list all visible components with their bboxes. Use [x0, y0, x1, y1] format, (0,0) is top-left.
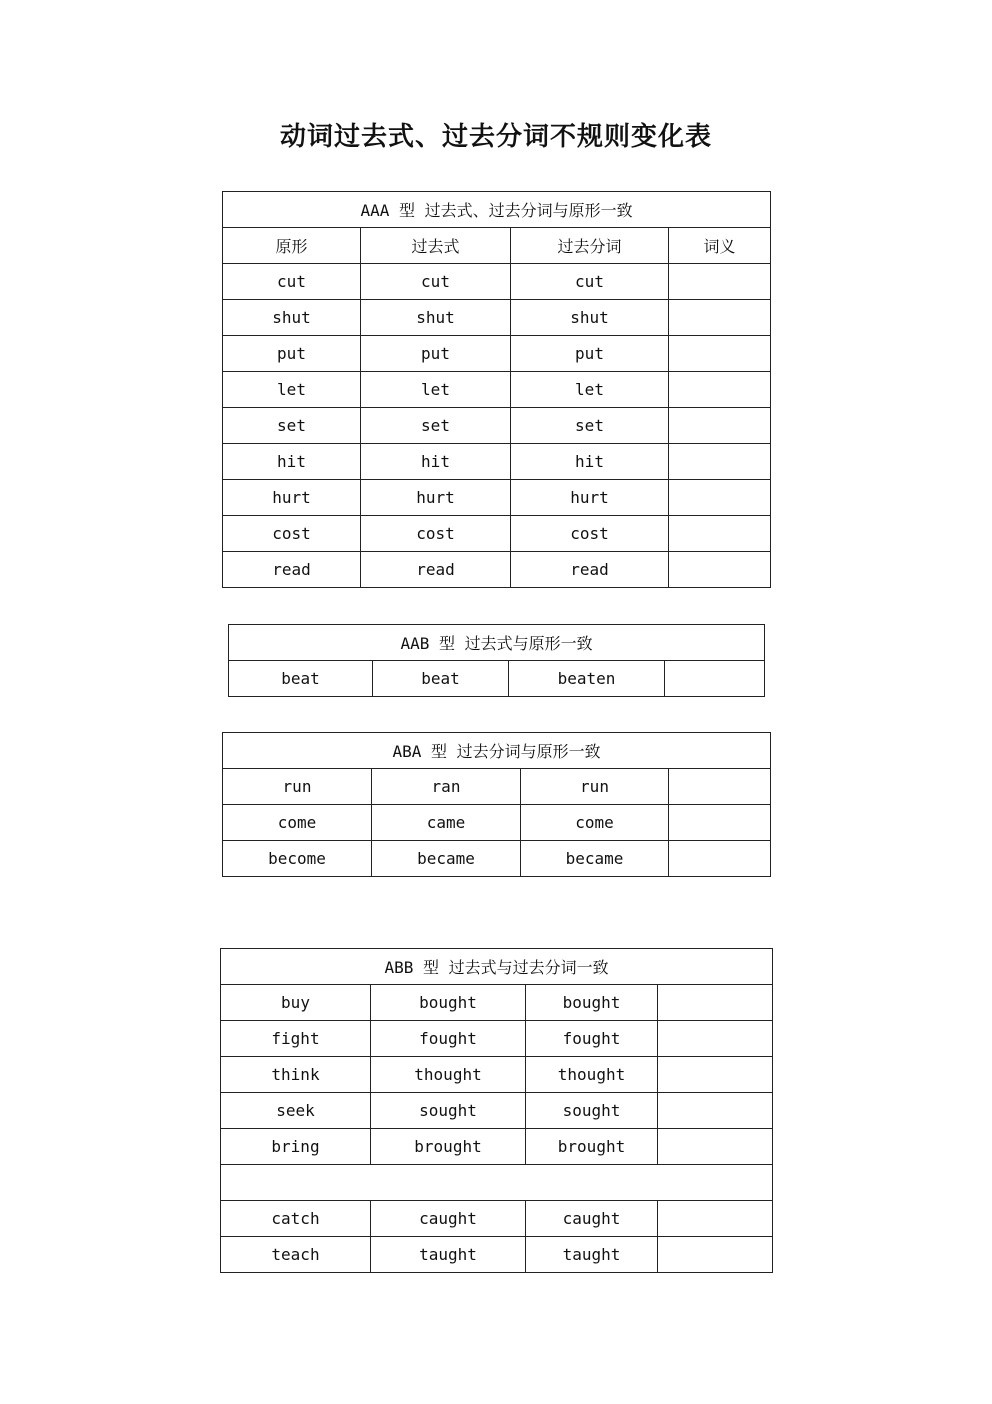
empty-row: [221, 1165, 773, 1201]
empty-cell: [221, 1165, 773, 1201]
table-row: [223, 552, 771, 588]
meaning-cell: [669, 480, 771, 516]
past-participle-cell: shut: [511, 300, 669, 336]
past-tense-cell: became: [372, 841, 521, 877]
table-row: [221, 1093, 773, 1129]
table-row: [221, 1237, 773, 1273]
aaa-table: [222, 191, 771, 588]
header-past-tense: 过去式: [361, 228, 511, 264]
header-meaning: 词义: [669, 228, 771, 264]
table-row: [221, 1057, 773, 1093]
table-row: [223, 408, 771, 444]
table-row: [223, 300, 771, 336]
past-tense-cell: read: [361, 552, 511, 588]
meaning-cell: [658, 1201, 773, 1237]
past-participle-cell: sought: [526, 1093, 658, 1129]
past-participle-cell: taught: [526, 1237, 658, 1273]
past-tense-cell: thought: [371, 1057, 526, 1093]
base-form-cell: catch: [221, 1201, 371, 1237]
meaning-cell: [669, 300, 771, 336]
table-row: [221, 1129, 773, 1165]
meaning-cell: [669, 769, 771, 805]
past-participle-cell: run: [521, 769, 669, 805]
table-caption-row: [223, 192, 771, 228]
past-tense-cell: taught: [371, 1237, 526, 1273]
past-tense-cell: cut: [361, 264, 511, 300]
past-tense-cell: came: [372, 805, 521, 841]
past-tense-cell: caught: [371, 1201, 526, 1237]
meaning-cell: [669, 841, 771, 877]
meaning-cell: [669, 408, 771, 444]
base-form-cell: read: [223, 552, 361, 588]
meaning-cell: [669, 444, 771, 480]
base-form-cell: set: [223, 408, 361, 444]
past-participle-cell: read: [511, 552, 669, 588]
meaning-cell: [658, 1057, 773, 1093]
past-tense-cell: bought: [371, 985, 526, 1021]
past-participle-cell: thought: [526, 1057, 658, 1093]
base-form-cell: shut: [223, 300, 361, 336]
base-form-cell: hit: [223, 444, 361, 480]
base-form-cell: seek: [221, 1093, 371, 1129]
past-participle-cell: beaten: [509, 661, 665, 697]
table-row: [223, 336, 771, 372]
page-title: 动词过去式、过去分词不规则变化表: [279, 122, 712, 152]
meaning-cell: [658, 1129, 773, 1165]
meaning-cell: [665, 661, 765, 697]
table-row: [221, 985, 773, 1021]
table-caption: ABA 型 过去分词与原形一致: [223, 733, 771, 769]
table-row: [223, 841, 771, 877]
table-row: [223, 769, 771, 805]
table-row: [223, 805, 771, 841]
meaning-cell: [658, 1021, 773, 1057]
past-tense-cell: brought: [371, 1129, 526, 1165]
base-form-cell: think: [221, 1057, 371, 1093]
past-participle-cell: became: [521, 841, 669, 877]
aab-table: [228, 624, 765, 697]
table-row: [221, 1201, 773, 1237]
table-row: [223, 516, 771, 552]
base-form-cell: teach: [221, 1237, 371, 1273]
table-row: [223, 480, 771, 516]
table-row: [223, 444, 771, 480]
meaning-cell: [669, 516, 771, 552]
past-participle-cell: brought: [526, 1129, 658, 1165]
header-past-participle: 过去分词: [511, 228, 669, 264]
table-caption: AAA 型 过去式、过去分词与原形一致: [223, 192, 771, 228]
meaning-cell: [658, 985, 773, 1021]
past-participle-cell: cost: [511, 516, 669, 552]
base-form-cell: cut: [223, 264, 361, 300]
past-tense-cell: fought: [371, 1021, 526, 1057]
table-row: [223, 264, 771, 300]
table-caption-row: [229, 625, 765, 661]
base-form-cell: cost: [223, 516, 361, 552]
base-form-cell: fight: [221, 1021, 371, 1057]
meaning-cell: [658, 1237, 773, 1273]
base-form-cell: put: [223, 336, 361, 372]
meaning-cell: [669, 372, 771, 408]
past-tense-cell: cost: [361, 516, 511, 552]
table-caption: ABB 型 过去式与过去分词一致: [221, 949, 773, 985]
table-caption-row: [221, 949, 773, 985]
meaning-cell: [669, 336, 771, 372]
past-tense-cell: ran: [372, 769, 521, 805]
past-tense-cell: shut: [361, 300, 511, 336]
table-row: [223, 372, 771, 408]
past-participle-cell: hurt: [511, 480, 669, 516]
past-participle-cell: hit: [511, 444, 669, 480]
aba-table: [222, 732, 771, 877]
past-participle-cell: bought: [526, 985, 658, 1021]
base-form-cell: hurt: [223, 480, 361, 516]
header-base-form: 原形: [223, 228, 361, 264]
past-participle-cell: caught: [526, 1201, 658, 1237]
base-form-cell: become: [223, 841, 372, 877]
past-participle-cell: set: [511, 408, 669, 444]
meaning-cell: [669, 264, 771, 300]
past-tense-cell: hit: [361, 444, 511, 480]
past-participle-cell: come: [521, 805, 669, 841]
table-caption: AAB 型 过去式与原形一致: [229, 625, 765, 661]
table-header-row: [223, 228, 771, 264]
past-tense-cell: sought: [371, 1093, 526, 1129]
past-tense-cell: hurt: [361, 480, 511, 516]
meaning-cell: [669, 805, 771, 841]
table-caption-row: [223, 733, 771, 769]
past-participle-cell: put: [511, 336, 669, 372]
base-form-cell: bring: [221, 1129, 371, 1165]
base-form-cell: beat: [229, 661, 373, 697]
base-form-cell: let: [223, 372, 361, 408]
past-tense-cell: put: [361, 336, 511, 372]
abb-table: [220, 948, 773, 1273]
meaning-cell: [669, 552, 771, 588]
past-tense-cell: beat: [373, 661, 509, 697]
table-row: [229, 661, 765, 697]
table-row: [221, 1021, 773, 1057]
base-form-cell: run: [223, 769, 372, 805]
past-tense-cell: set: [361, 408, 511, 444]
meaning-cell: [658, 1093, 773, 1129]
past-participle-cell: cut: [511, 264, 669, 300]
past-participle-cell: let: [511, 372, 669, 408]
past-tense-cell: let: [361, 372, 511, 408]
base-form-cell: come: [223, 805, 372, 841]
base-form-cell: buy: [221, 985, 371, 1021]
past-participle-cell: fought: [526, 1021, 658, 1057]
